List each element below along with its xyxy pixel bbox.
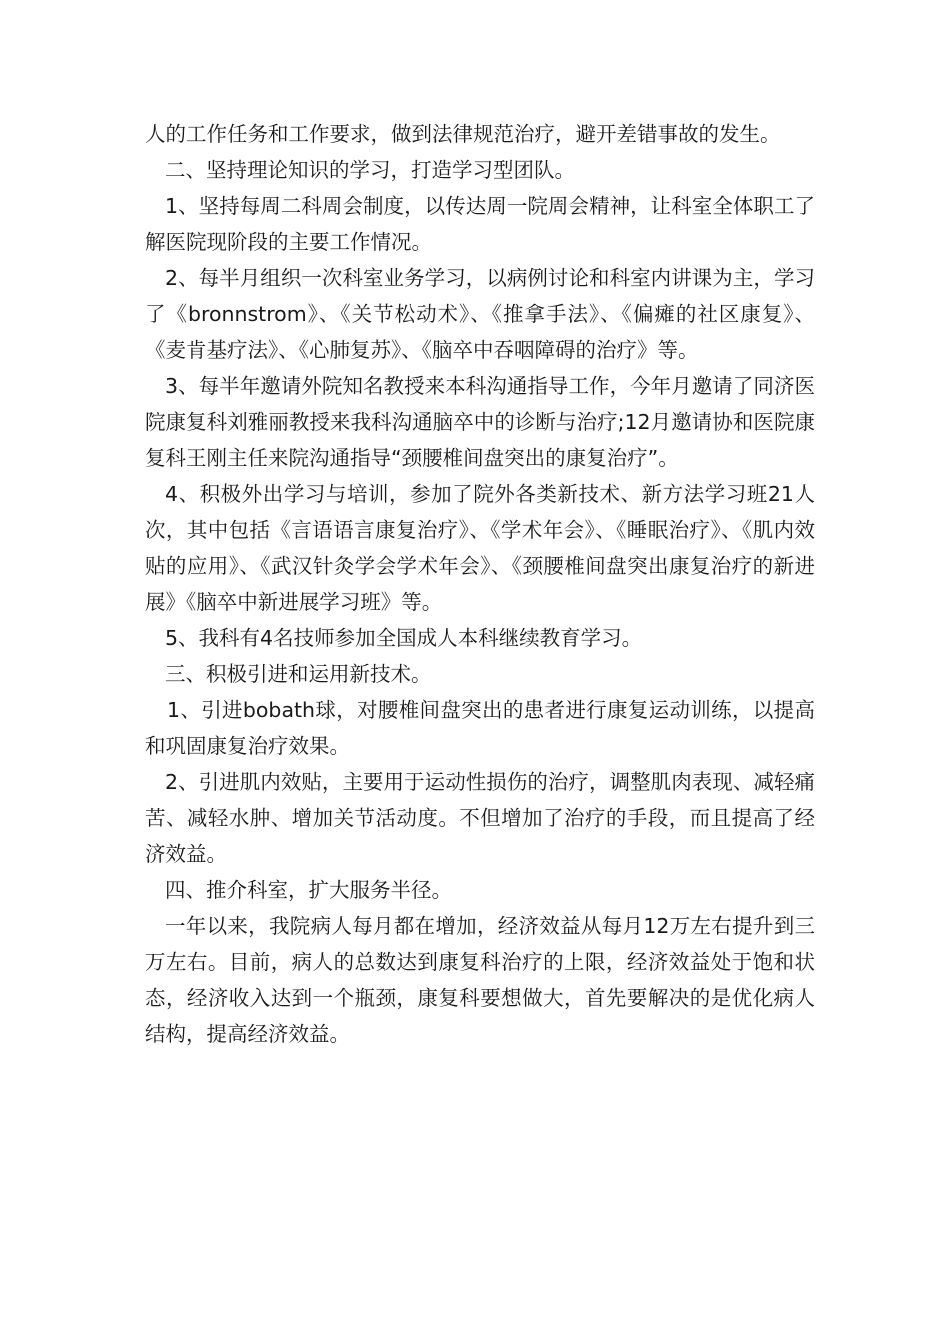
body-text xyxy=(145,116,815,1052)
paragraph-patient-growth: 一年以来，我院病人每月都在增加，经济效益从每月12万左右提升到三万左右。目前，病人的总数达到康复科治疗的上限，经济效益处于饱和状态，经济收入达到一个瓶颈，康复科要想做大，首先要解决的是优化病人结构，提高经济效益。 xyxy=(145,914,815,1046)
paragraph-continuing-education: 5、我科有4名技师参加全国成人本科继续教育学习。 xyxy=(165,626,643,650)
section-heading-2: 二、坚持理论知识的学习，打造学习型团队。 xyxy=(165,158,575,182)
paragraph-bobath-ball: 1、引进bobath球，对腰椎间盘突出的患者进行康复运动训练，以提高和巩固康复治疗效果。 xyxy=(145,698,815,758)
paragraph-continuation: 人的工作任务和工作要求，做到法律规范治疗，避开差错事故的发生。 xyxy=(145,122,781,146)
paragraph-external-training: 4、积极外出学习与培训，参加了院外各类新技术、新方法学习班21人次，其中包括《言语语言康复治疗》、《学术年会》、《睡眠治疗》、《肌内效贴的应用》、《武汉针灸学会学术年会》、《颈腰椎间盘突出康复治疗的新进展》《脑卒中新进展学习班》等。 xyxy=(145,482,815,614)
section-heading-4: 四、推介科室，扩大服务半径。 xyxy=(165,878,452,902)
paragraph-guest-professors: 3、每半年邀请外院知名教授来本科沟通指导工作，今年月邀请了同济医院康复科刘雅丽教授来我科沟通脑卒中的诊断与治疗;12月邀请协和医院康复科王刚主任来院沟通指导“颈腰椎间盘突出的康复治疗”。 xyxy=(145,374,815,470)
paragraph-kinesio-tape: 2、引进肌内效贴，主要用于运动性损伤的治疗，调整肌肉表现、减轻痛苦、减轻水肿、增加关节活动度。不但增加了治疗的手段，而且提高了经济效益。 xyxy=(145,770,815,866)
paragraph-biweekly-study: 2、每半月组织一次科室业务学习，以病例讨论和科室内讲课为主，学习了《bronnstrom》、《关节松动术》、《推拿手法》、《偏瘫的社区康复》、《麦肯基疗法》、《心肺复苏》、《脑卒中吞咽障碍的治疗》等。 xyxy=(145,266,815,362)
section-heading-3: 三、积极引进和运用新技术。 xyxy=(165,662,432,686)
paragraph-weekly-meeting: 1、坚持每周二科周会制度，以传达周一院周会精神，让科室全体职工了解医院现阶段的主要工作情况。 xyxy=(145,194,815,254)
